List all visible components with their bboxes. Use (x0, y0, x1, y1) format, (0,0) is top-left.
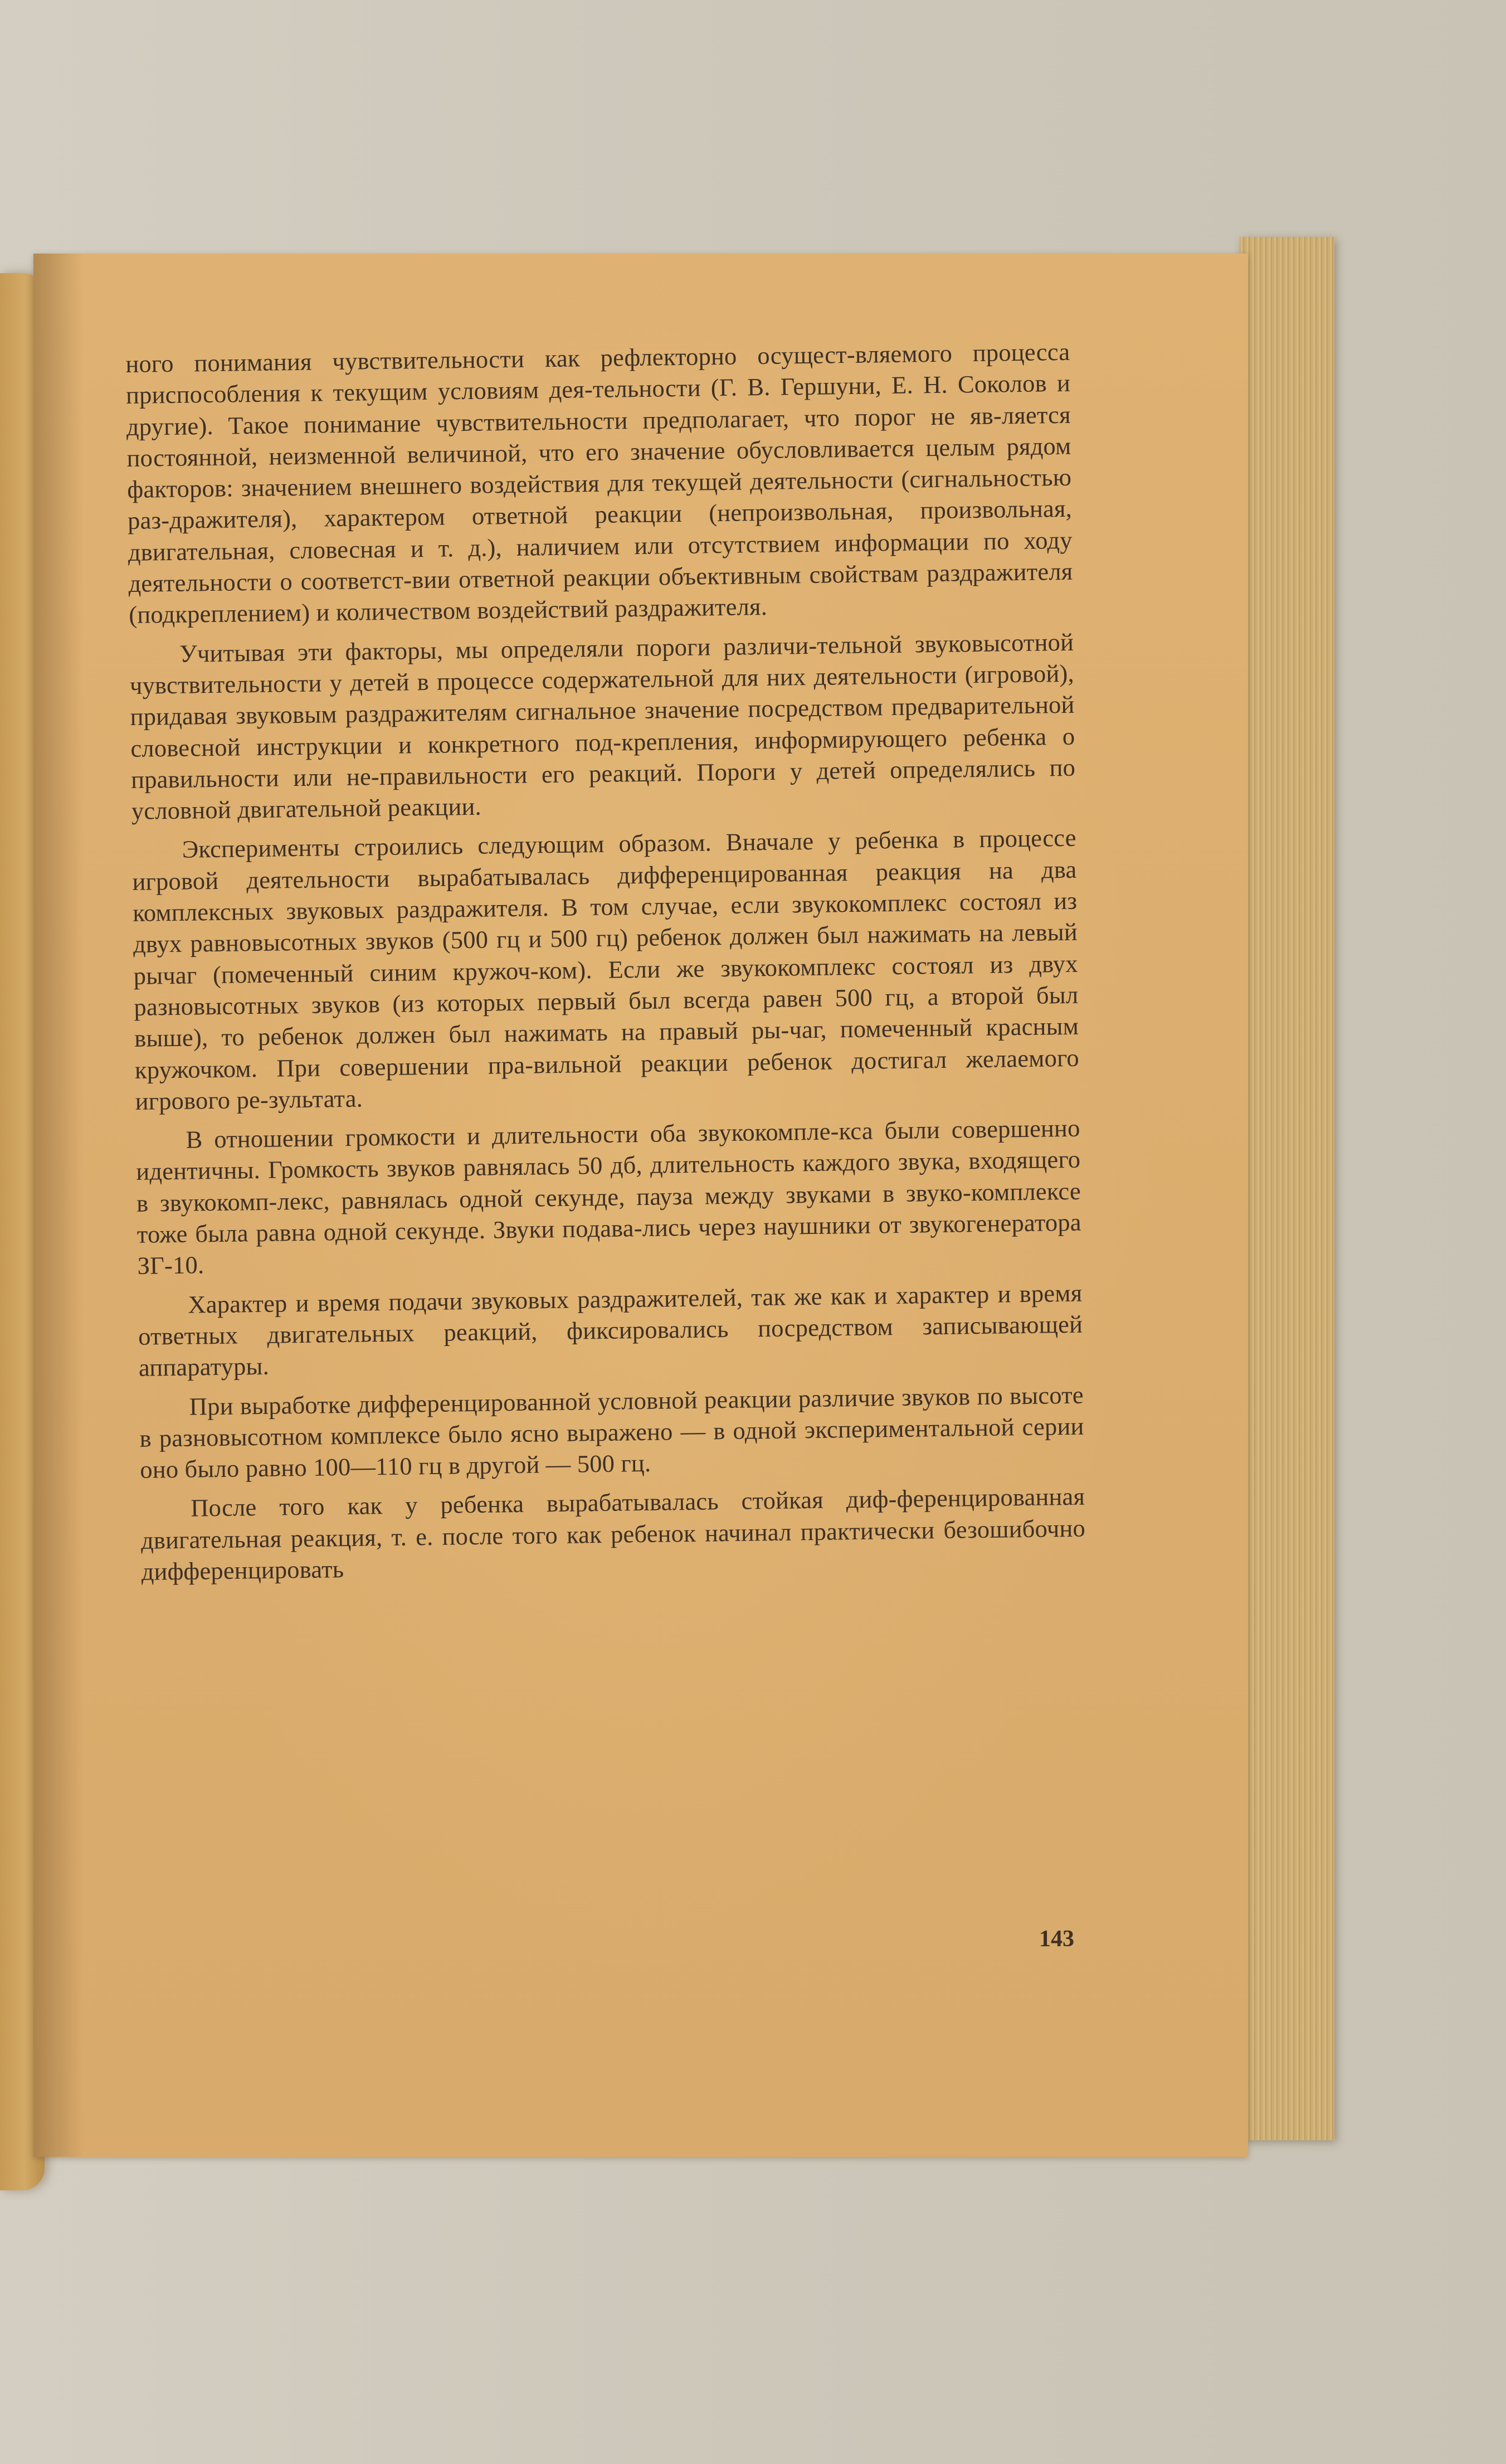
page-gutter-shadow (33, 254, 84, 2157)
paragraph: Учитывая эти факторы, мы определяли пороги различи-тельной звуковысотной чувствительности у детей в процессе содержательной для них деятельности (игровой), придавая звуковым раздражителям сигнальное значение посредством предварительной словесной инструкции и конкретного под-крепления, информирующего ребенка о правильности или не-правильности его реакций. Пороги у детей определялись по условной двигательной реакции. (129, 628, 1076, 825)
paragraph: В отношении громкости и длительности оба звукокомпле-кса были совершенно идентичны. Громкость звуков равнялась 50 дб, длительность каждого звука, входящего в звукокомп-лекс, равнялась одной секунде, пауза между звуками в звуко-комплексе тоже была равна одной секунде. Звуки подава-лись через наушники от звукогенератора ЗГ-10. (136, 1114, 1081, 1280)
paragraph: ного понимания чувствительности как рефлекторно осущест-вляемого процесса приспособления к текущим условиям дея-тельности (Г. В. Гершуни, Е. Н. Соколов и другие). Такое понимание чувствительности предполагает, что порог не яв-ляется постоянной, неизменной величиной, что его значение обусловливается целым рядом факторов: значением внешнего воздействия для текущей деятельности (сигнальностью раз-дражителя), характером ответной реакции (непроизвольная, произвольная, двигательная, словесная и т. д.), наличием или отсутствием информации по ходу деятельности о соответст-вии ответной реакции объективным свойствам раздражителя (подкреплением) и количеством воздействий раздражителя. (125, 337, 1073, 629)
paragraph: После того как у ребенка вырабатывалась стойкая диф-ференцированная двигательная реакция, т. е. после того как ребенок начинал практически безошибочно дифференцировать (140, 1483, 1086, 1586)
paragraph: Характер и время подачи звуковых раздражителей, так же как и характер и время ответных двигательных реакций, фиксировались посредством записывающей аппаратуры. (138, 1279, 1083, 1382)
page-number: 143 (1039, 1926, 1074, 1952)
page-stack-edge (1240, 237, 1334, 2140)
paragraph: При выработке дифференцированной условной реакции различие звуков по высоте в разновысотном комплексе было ясно выражено — в одной экспериментальной серии оно было равно 100—110 гц в другой — 500 гц. (139, 1381, 1084, 1484)
body-text (125, 336, 1086, 1587)
book-page (33, 254, 1248, 2157)
paragraph: Эксперименты строились следующим образом. Вначале у ребенка в процессе игровой деятельности вырабатывалась дифференцированная реакция на два комплексных звуковых раздражителя. В том случае, если звукокомплекс состоял из двух равновысотных звуков (500 гц и 500 гц) ребенок должен был нажимать на левый рычаг (помеченный синим кружоч-ком). Если же звукокомплекс состоял из двух разновысотных звуков (из которых первый был всегда равен 500 гц, а второй был выше), то ребенок должен был нажимать на правый ры-чаг, помеченный красным кружочком. При совершении пра-вильной реакции ребенок достигал желаемого игрового ре-зультата. (132, 824, 1080, 1115)
